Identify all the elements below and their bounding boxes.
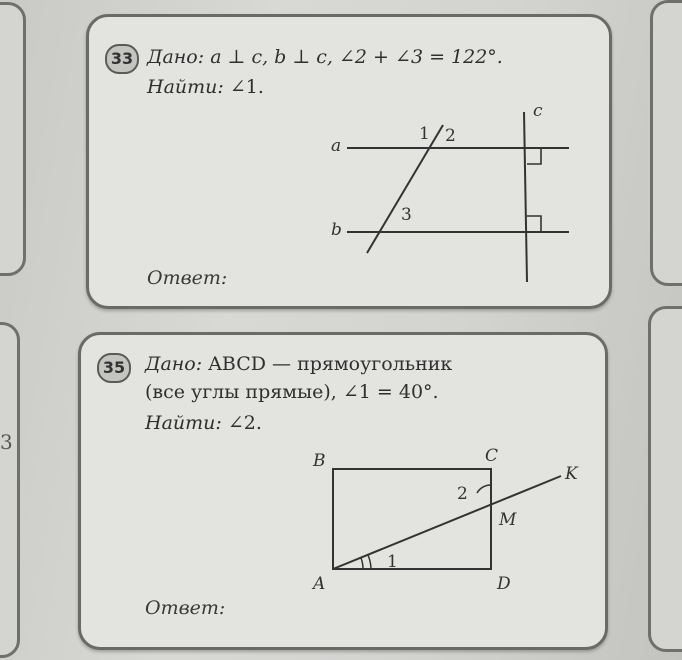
angle-2-arc	[477, 485, 491, 493]
find-label: Найти:	[147, 76, 224, 98]
problem-33-figure	[89, 17, 609, 306]
given-label: Дано:	[145, 353, 203, 375]
angle-1-arc-outer	[368, 555, 371, 569]
label-b: b	[331, 220, 342, 240]
given-text-line-2: (все углы прямые), ∠1 = 40°.	[145, 381, 439, 403]
angle-1-arc-inner	[361, 558, 363, 569]
label-a: a	[331, 136, 342, 156]
transversal-line	[367, 125, 443, 253]
problem-33-card	[86, 14, 612, 309]
left-neighbor-card-top	[0, 2, 26, 276]
label-angle-3: 3	[401, 205, 412, 225]
label-angle-2: 2	[457, 484, 468, 504]
label-K: K	[565, 464, 578, 484]
problem-35-number-badge: 35	[97, 353, 131, 383]
right-neighbor-card-bottom	[648, 306, 682, 652]
problem-33-answer-label: Ответ:	[147, 267, 228, 289]
label-angle-1: 1	[419, 124, 430, 144]
right-angle-mark-a	[527, 148, 541, 164]
line-c	[524, 112, 527, 282]
find-text: ∠2.	[227, 412, 262, 434]
find-label: Найти:	[145, 412, 222, 434]
problem-33-number-badge: 33	[105, 44, 139, 74]
left-margin-number: 3	[0, 430, 13, 454]
label-angle-1: 1	[387, 552, 398, 572]
given-text: a ⊥ c, b ⊥ c, ∠2 + ∠3 = 122°.	[210, 46, 503, 68]
left-neighbor-card-bottom	[0, 322, 20, 658]
find-text: ∠1.	[229, 76, 264, 98]
right-neighbor-card-top	[650, 0, 682, 286]
label-B: B	[313, 451, 326, 471]
label-M: M	[499, 510, 517, 530]
given-label: Дано:	[147, 46, 205, 68]
label-D: D	[497, 574, 511, 594]
label-C: C	[485, 446, 499, 466]
label-A: A	[313, 574, 326, 594]
label-c: c	[533, 101, 543, 121]
given-text-line-1: ABCD — прямоугольник	[208, 353, 453, 375]
problem-35-card	[78, 332, 608, 650]
right-angle-mark-b	[527, 216, 541, 232]
line-ak	[333, 476, 561, 572]
problem-35-answer-label: Ответ:	[145, 597, 226, 619]
label-angle-2: 2	[445, 126, 456, 146]
